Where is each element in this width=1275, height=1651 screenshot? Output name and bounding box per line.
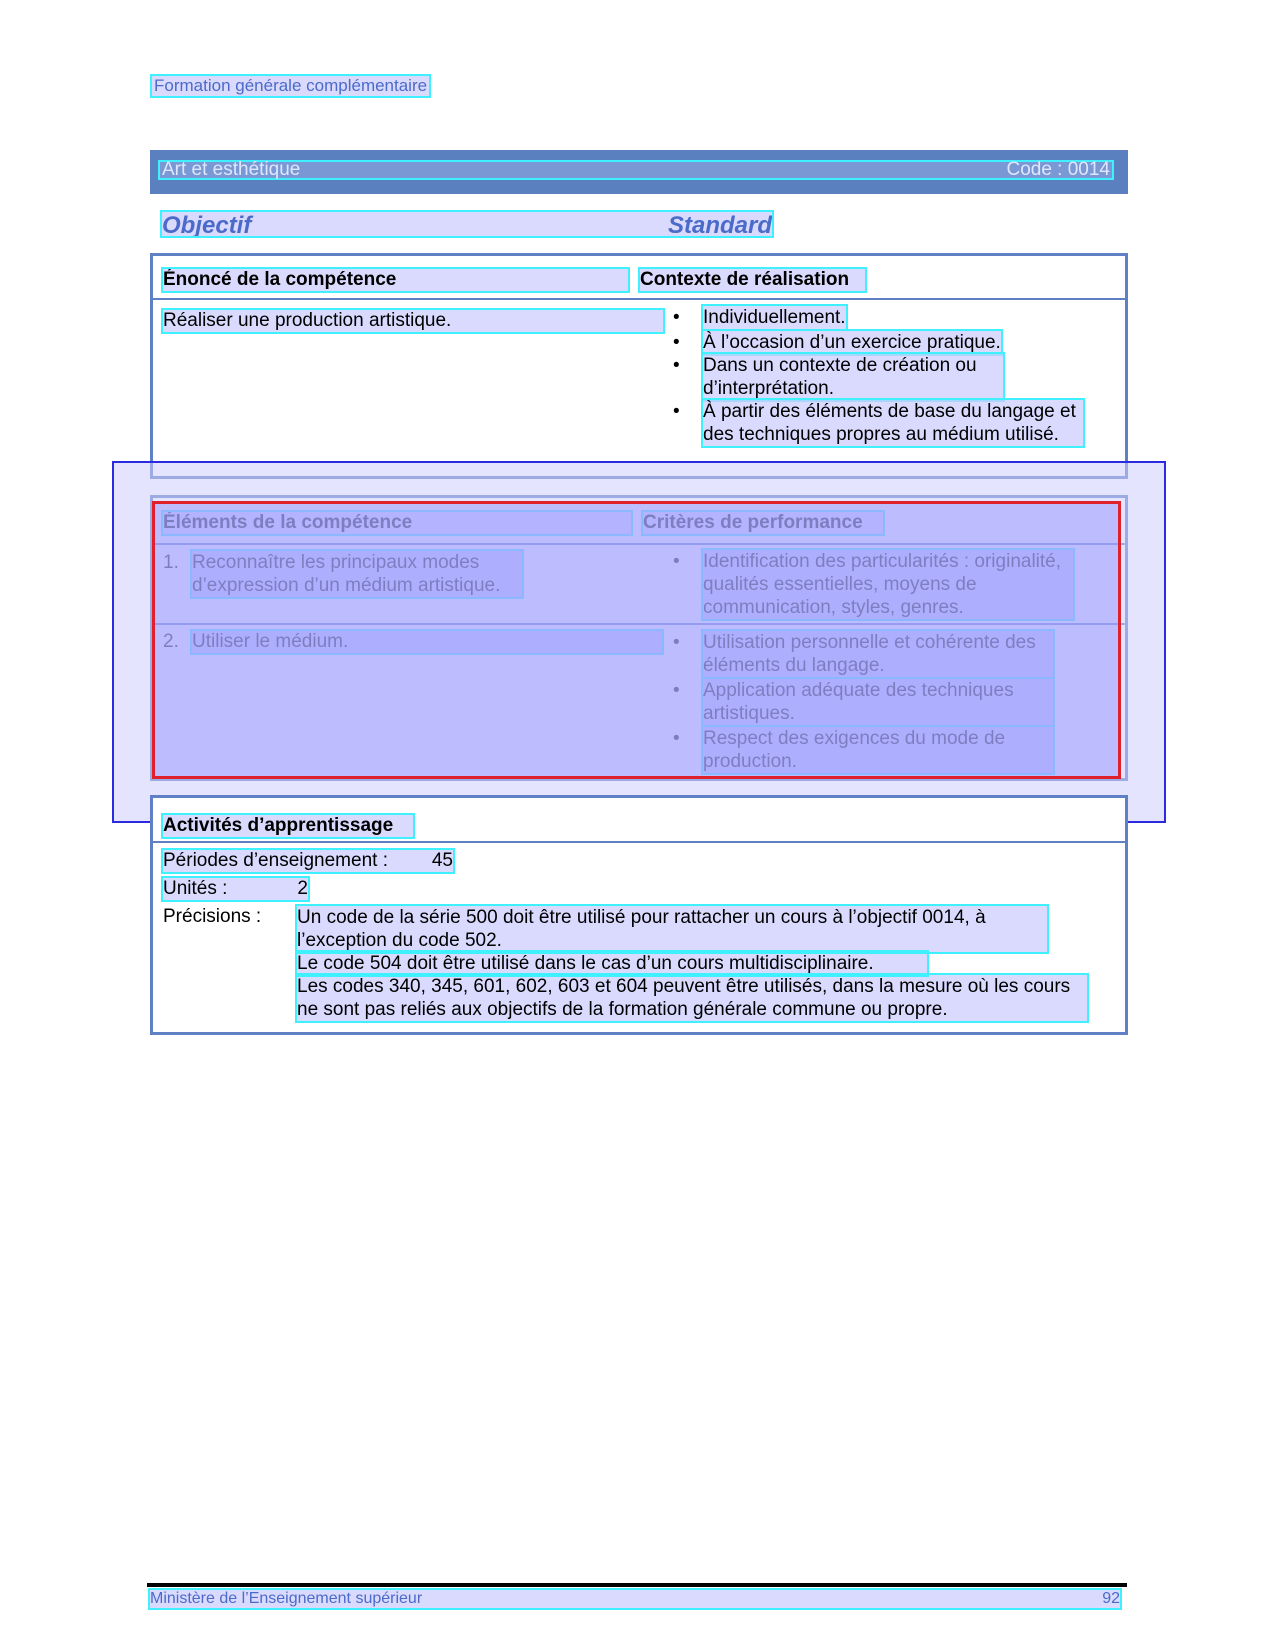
footer-rule (147, 1583, 1127, 1587)
list-item: • Individuellement. (673, 307, 846, 328)
units-row (163, 878, 308, 900)
footer (150, 1590, 1120, 1608)
running-head: Formation générale complémentaire (154, 76, 428, 95)
competence-statement: Réaliser une production artistique. (163, 310, 663, 332)
page-number: 92 (1102, 1590, 1120, 1607)
course-code: Code : 0014 (1006, 159, 1110, 180)
precisions-label: Précisions : (163, 906, 262, 927)
competence-table (150, 253, 1128, 479)
precision-item: Le code 504 doit être utilisé dans le cas d’un cours multidisciplinaire. (297, 952, 927, 975)
competence-col2-header: Contexte de réalisation (640, 269, 865, 291)
precision-item: Un code de la série 500 doit être utilisé pour rattacher un cours à l’objectif 0014, à l’exception du code 502. (297, 906, 1047, 952)
context-list (673, 306, 1083, 446)
competence-header-row (153, 256, 1125, 300)
periods-value: 45 (431, 850, 453, 871)
competence-col1-header: Énoncé de la compétence (163, 269, 628, 291)
activities-header: Activités d’apprentissage (163, 815, 413, 837)
title-bar (150, 150, 1128, 194)
activities-table (150, 795, 1128, 1035)
units-label: Unités : (163, 878, 228, 899)
list-item: • À partir des éléments de base du langage et des techniques propres au médium utilisé. (673, 400, 1083, 446)
list-item: • À l’occasion d’un exercice pratique. (673, 332, 1001, 353)
activities-header-row (153, 798, 1125, 843)
list-item: • Dans un contexte de création ou d’interprétation. (673, 354, 1083, 400)
section-labels (162, 212, 772, 239)
footer-ministry: Ministère de l’Enseignement supérieur (150, 1590, 423, 1607)
selection-highlight (152, 501, 1121, 779)
periods-label: Périodes d’enseignement : (163, 850, 388, 871)
precision-item: Les codes 340, 345, 601, 602, 603 et 604 peuvent être utilisés, dans la mesure où les cours ne sont pas reliés aux objectifs de la formation générale commune ou propre. (297, 975, 1087, 1021)
objective-label: Objectif (162, 212, 252, 239)
precisions-list (297, 906, 1087, 1021)
periods-row (163, 850, 453, 872)
course-title: Art et esthétique (162, 159, 301, 180)
standard-label: Standard (667, 212, 772, 239)
units-value: 2 (297, 878, 308, 899)
